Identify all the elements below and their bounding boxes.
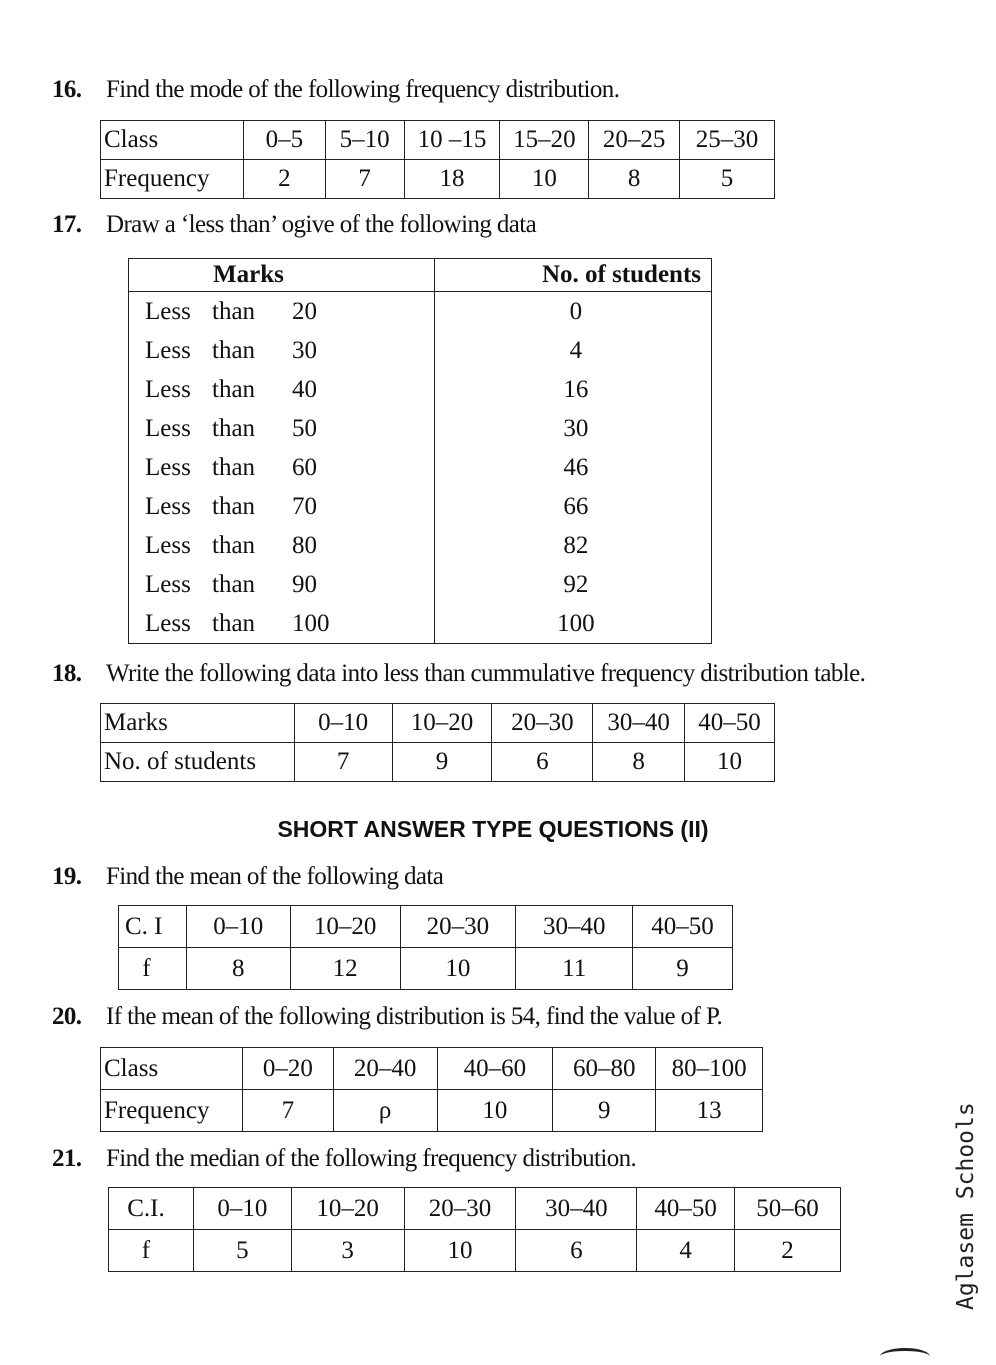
class-cell: 60–80 [553, 1048, 656, 1090]
less-word: Less [145, 336, 191, 364]
table-row [101, 160, 775, 199]
value-cell: 8 [589, 160, 680, 199]
value-cell: 9 [392, 743, 492, 782]
table-row [101, 1048, 763, 1090]
value-cell: 10 [437, 1090, 553, 1132]
question-18 [52, 660, 865, 688]
students-header: No. of students [434, 259, 711, 292]
class-cell: 10–20 [291, 1188, 404, 1230]
class-cell: 10–20 [392, 704, 492, 743]
question-text: Find the mode of the following frequency distribution. [106, 76, 620, 103]
class-cell: 40–50 [633, 906, 733, 948]
marks-cell [129, 409, 435, 448]
question-17 [52, 211, 536, 239]
mark-value: 40 [292, 375, 317, 403]
table-row [129, 331, 712, 370]
class-cell: 20–30 [404, 1188, 516, 1230]
class-cell: 0–10 [294, 704, 392, 743]
class-cell: 10–20 [290, 906, 400, 948]
class-cell: 30–40 [516, 906, 633, 948]
q18-marks-table [100, 703, 775, 782]
question-number: 18. [52, 660, 82, 687]
students-cell: 4 [434, 331, 711, 370]
marks-header: Marks [129, 259, 435, 292]
section-heading: SHORT ANSWER TYPE QUESTIONS (II) [277, 816, 709, 842]
class-cell: 20–30 [492, 704, 593, 743]
class-cell: 10 –15 [404, 121, 500, 160]
question-21 [52, 1145, 636, 1173]
value-cell: ρ [333, 1090, 437, 1132]
than-word: than [212, 336, 256, 364]
class-cell: 30–40 [516, 1188, 637, 1230]
question-number: 17. [52, 211, 82, 238]
q17-ogive-table [128, 258, 712, 644]
question-number: 19. [52, 863, 82, 890]
mark-value: 20 [292, 297, 317, 325]
than-word: than [212, 297, 256, 325]
q20-distribution-table [100, 1047, 763, 1132]
table-row [101, 121, 775, 160]
class-cell: 0–5 [243, 121, 325, 160]
class-cell: 15–20 [500, 121, 589, 160]
students-cell: 16 [434, 370, 711, 409]
less-word: Less [145, 609, 191, 637]
value-cell: 10 [400, 948, 516, 990]
row-label: f [119, 948, 187, 990]
table-row [119, 948, 733, 990]
value-cell: 10 [404, 1230, 516, 1272]
students-cell: 66 [434, 487, 711, 526]
mark-value: 30 [292, 336, 317, 364]
watermark-text: Aglasem Schools [953, 1102, 979, 1310]
question-number: 21. [52, 1145, 82, 1172]
marks-cell [129, 565, 435, 604]
class-cell: 0–20 [242, 1048, 333, 1090]
row-label: f [109, 1230, 194, 1272]
value-cell: 2 [735, 1230, 841, 1272]
mark-value: 80 [292, 531, 317, 559]
value-cell: 3 [291, 1230, 404, 1272]
value-cell: 18 [404, 160, 500, 199]
marks-cell [129, 331, 435, 370]
less-word: Less [145, 531, 191, 559]
students-cell: 92 [434, 565, 711, 604]
value-cell: 8 [593, 743, 685, 782]
row-label: C.I. [109, 1188, 194, 1230]
class-cell: 5–10 [325, 121, 404, 160]
question-number: 20. [52, 1003, 82, 1030]
class-cell: 50–60 [735, 1188, 841, 1230]
question-16 [52, 76, 619, 104]
table-row [109, 1230, 841, 1272]
value-cell: 13 [656, 1090, 763, 1132]
marks-cell [129, 292, 435, 332]
class-cell: 80–100 [656, 1048, 763, 1090]
table-row [129, 487, 712, 526]
table-row [129, 292, 712, 332]
table-header [129, 259, 712, 292]
row-label: Class [101, 121, 244, 160]
row-label: Marks [101, 704, 295, 743]
table-row [101, 704, 775, 743]
than-word: than [212, 609, 256, 637]
table-row [129, 526, 712, 565]
value-cell: 9 [633, 948, 733, 990]
marks-cell [129, 487, 435, 526]
mark-value: 70 [292, 492, 317, 520]
page-corner-decoration [880, 1348, 930, 1365]
class-cell: 40–50 [637, 1188, 735, 1230]
less-word: Less [145, 570, 191, 598]
q16-frequency-table [100, 120, 775, 199]
value-cell: 6 [516, 1230, 637, 1272]
less-word: Less [145, 375, 191, 403]
marks-cell [129, 604, 435, 644]
row-label: C. I [119, 906, 187, 948]
question-text: Draw a ‘less than’ ogive of the following data [106, 211, 537, 238]
class-cell: 20–40 [333, 1048, 437, 1090]
value-cell: 12 [290, 948, 400, 990]
mark-value: 50 [292, 414, 317, 442]
row-label: Frequency [101, 1090, 243, 1132]
table-row [129, 565, 712, 604]
value-cell: 7 [294, 743, 392, 782]
value-cell: 9 [553, 1090, 656, 1132]
than-word: than [212, 531, 256, 559]
table-row [101, 1090, 763, 1132]
table-row [129, 370, 712, 409]
less-word: Less [145, 453, 191, 481]
class-cell: 0–10 [193, 1188, 291, 1230]
q19-mean-table [118, 905, 733, 990]
value-cell: 10 [685, 743, 775, 782]
less-word: Less [145, 297, 191, 325]
students-cell: 82 [434, 526, 711, 565]
row-label: Class [101, 1048, 243, 1090]
question-text: If the mean of the following distribution is 54, find the value of P. [106, 1003, 723, 1030]
table-row [119, 906, 733, 948]
mark-value: 90 [292, 570, 317, 598]
than-word: than [212, 414, 256, 442]
class-cell: 40–50 [685, 704, 775, 743]
than-word: than [212, 375, 256, 403]
table-row [109, 1188, 841, 1230]
question-text: Write the following data into less than cummulative frequency distribution table. [106, 660, 866, 687]
students-cell: 0 [434, 292, 711, 332]
value-cell: 4 [637, 1230, 735, 1272]
mark-value: 100 [292, 609, 330, 637]
class-cell: 40–60 [437, 1048, 553, 1090]
value-cell: 6 [492, 743, 593, 782]
marks-cell [129, 448, 435, 487]
question-20 [52, 1003, 722, 1031]
than-word: than [212, 453, 256, 481]
table-row [101, 743, 775, 782]
students-cell: 30 [434, 409, 711, 448]
table-row [129, 409, 712, 448]
value-cell: 11 [516, 948, 633, 990]
question-19 [52, 863, 443, 891]
value-cell: 7 [325, 160, 404, 199]
less-word: Less [145, 492, 191, 520]
students-cell: 100 [434, 604, 711, 644]
class-cell: 20–30 [400, 906, 516, 948]
question-text: Find the median of the following frequency distribution. [106, 1145, 637, 1172]
table-row [129, 448, 712, 487]
value-cell: 8 [186, 948, 290, 990]
students-cell: 46 [434, 448, 711, 487]
value-cell: 7 [242, 1090, 333, 1132]
mark-value: 60 [292, 453, 317, 481]
class-cell: 0–10 [186, 906, 290, 948]
value-cell: 5 [193, 1230, 291, 1272]
value-cell: 2 [243, 160, 325, 199]
less-word: Less [145, 414, 191, 442]
marks-cell [129, 370, 435, 409]
than-word: than [212, 492, 256, 520]
class-cell: 30–40 [593, 704, 685, 743]
question-text: Find the mean of the following data [106, 863, 444, 890]
row-label: No. of students [101, 743, 295, 782]
row-label: Frequency [101, 160, 244, 199]
table-row [129, 604, 712, 644]
value-cell: 5 [680, 160, 775, 199]
class-cell: 25–30 [680, 121, 775, 160]
class-cell: 20–25 [589, 121, 680, 160]
marks-cell [129, 526, 435, 565]
than-word: than [212, 570, 256, 598]
value-cell: 10 [500, 160, 589, 199]
q21-median-table [108, 1187, 841, 1272]
question-number: 16. [52, 76, 82, 103]
